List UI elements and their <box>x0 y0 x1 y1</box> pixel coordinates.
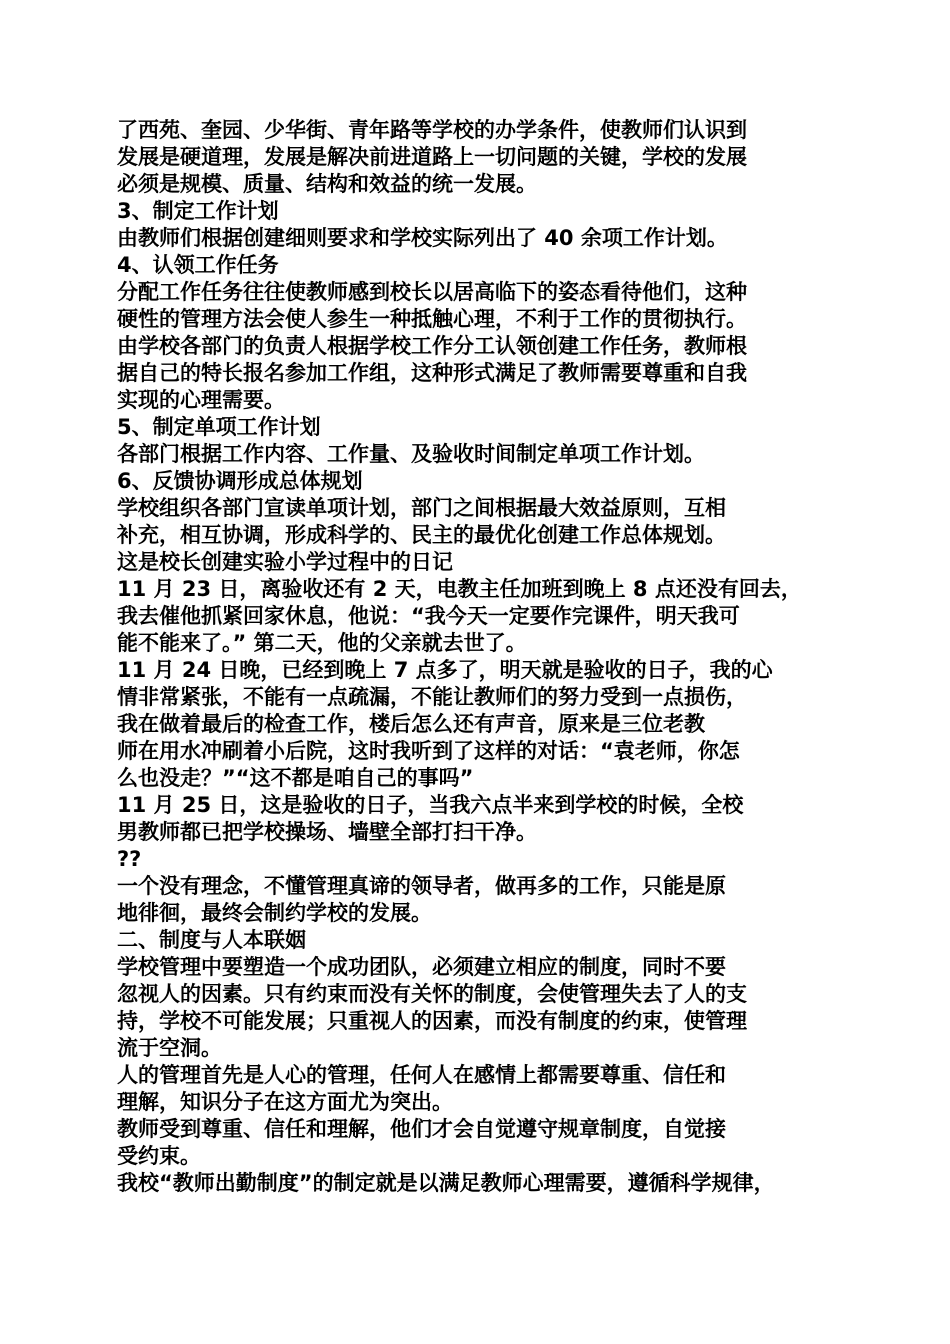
text-line: 11 月 24 日晚，已经到晚上 7 点多了，明天就是验收的日子，我的心 <box>117 658 773 682</box>
text-line: 补充，相互协调，形成科学的、民主的最优化创建工作总体规划。 <box>117 523 726 547</box>
text-line: 我在做着最后的检查工作，楼后怎么还有声音，原来是三位老教 <box>117 712 705 736</box>
text-line: 师在用水冲刷着小后院，这时我听到了这样的对话：“袁老师，你怎 <box>117 739 740 763</box>
text-line: 流于空洞。 <box>117 1036 222 1060</box>
text-line: 么也没走？”“这不都是咱自己的事吗” <box>117 766 474 790</box>
section-heading: 4、认领工作任务 <box>117 253 279 277</box>
text-line: 情非常紧张，不能有一点疏漏，不能让教师们的努力受到一点损伤， <box>117 685 747 709</box>
section-heading: 二、制度与人本联姻 <box>117 928 306 952</box>
text-line: 我去催他抓紧回家休息，他说：“我今天一定要作完课件，明天我可 <box>117 604 740 628</box>
text-line: 一个没有理念，不懂管理真谛的领导者，做再多的工作，只能是原 <box>117 874 726 898</box>
text-line: 分配工作任务往往使教师感到校长以居高临下的姿态看待他们，这种 <box>117 280 747 304</box>
text-line: 由学校各部门的负责人根据学校工作分工认领创建工作任务，教师根 <box>117 334 747 358</box>
text-line: 了西苑、奎园、少华街、青年路等学校的办学条件，使教师们认识到 <box>117 118 747 142</box>
text-line: 各部门根据工作内容、工作量、及验收时间制定单项工作计划。 <box>117 442 705 466</box>
text-line: 硬性的管理方法会使人参生一种抵触心理，不利于工作的贯彻执行。 <box>117 307 747 331</box>
text-line: ?? <box>117 847 142 871</box>
text-line: 受约束。 <box>117 1144 201 1168</box>
text-line: 教师受到尊重、信任和理解，他们才会自觉遵守规章制度，自觉接 <box>117 1117 726 1141</box>
text-line: 学校管理中要塑造一个成功团队，必须建立相应的制度，同时不要 <box>117 955 726 979</box>
text-line: 这是校长创建实验小学过程中的日记 <box>117 550 453 574</box>
section-heading: 6、反馈协调形成总体规划 <box>117 469 363 493</box>
text-line: 地徘徊，最终会制约学校的发展。 <box>117 901 432 925</box>
text-line: 实现的心理需要。 <box>117 388 285 412</box>
text-line: 11 月 25 日，这是验收的日子，当我六点半来到学校的时候，全校 <box>117 793 744 817</box>
text-line: 据自己的特长报名参加工作组，这种形式满足了教师需要尊重和自我 <box>117 361 747 385</box>
text-line: 我校“教师出勤制度”的制定就是以满足教师心理需要，遵循科学规律， <box>117 1171 775 1195</box>
text-line: 男教师都已把学校操场、墙壁全部打扫干净。 <box>117 820 537 844</box>
text-line: 11 月 23 日，离验收还有 2 天，电教主任加班到晚上 8 点还没有回去， <box>117 577 802 601</box>
text-line: 由教师们根据创建细则要求和学校实际列出了 40 余项工作计划。 <box>117 226 728 250</box>
text-line: 学校组织各部门宣读单项计划，部门之间根据最大效益原则，互相 <box>117 496 726 520</box>
text-line: 发展是硬道理，发展是解决前进道路上一切问题的关键，学校的发展 <box>117 145 747 169</box>
document-body <box>117 117 842 1197</box>
text-line: 持，学校不可能发展；只重视人的因素，而没有制度的约束，使管理 <box>117 1009 747 1033</box>
text-line: 忽视人的因素。只有约束而没有关怀的制度，会使管理失去了人的支 <box>117 982 747 1006</box>
text-line: 能不能来了。” 第二天，他的父亲就去世了。 <box>117 631 527 655</box>
text-line: 必须是规模、质量、结构和效益的统一发展。 <box>117 172 537 196</box>
section-heading: 5、制定单项工作计划 <box>117 415 321 439</box>
text-line: 理解，知识分子在这方面尤为突出。 <box>117 1090 453 1114</box>
text-line: 人的管理首先是人心的管理，任何人在感情上都需要尊重、信任和 <box>117 1063 726 1087</box>
section-heading: 3、制定工作计划 <box>117 199 279 223</box>
